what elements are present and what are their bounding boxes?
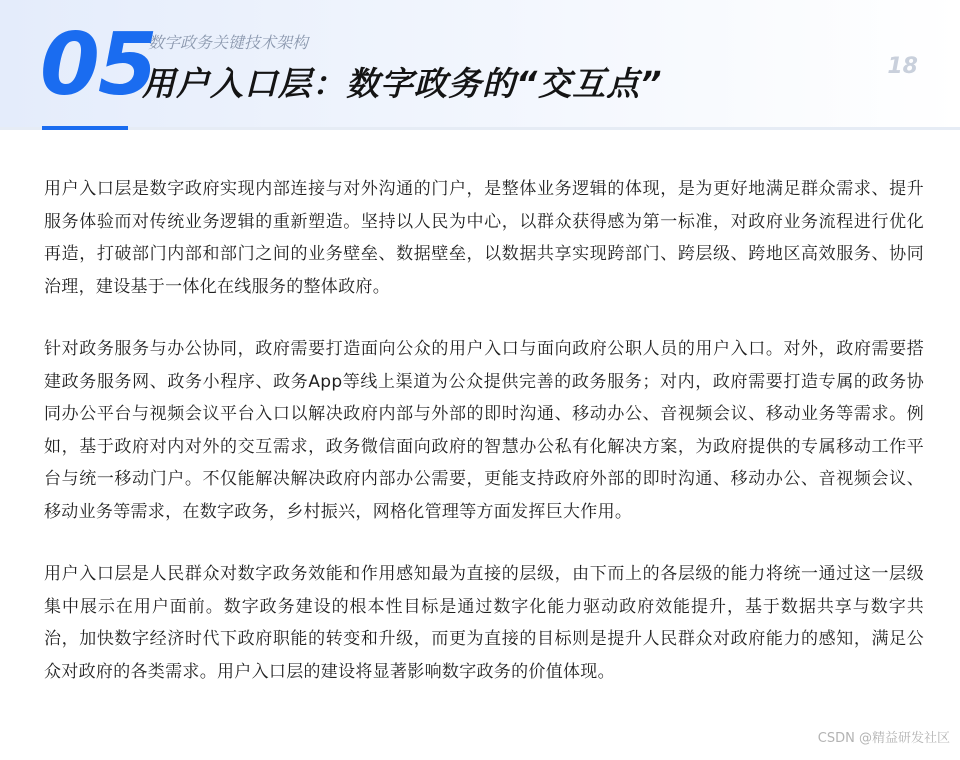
paragraph-3: 用户入口层是人民群众对数字政务效能和作用感知最为直接的层级，由下而上的各层级的能力将统一通过这一层级集中展示在用户面前。数字政务建设的根本性目标是通过数字化能力驱动政府效能提升，基于数据共享与数字共治，加快数字经济时代下政府职能的转变和升级，而更为直接的目标则是提升人民群众对政府能力的感知，满足公众对政府的各类需求。用户入口层的建设将显著影响数字政务的价值体现。 [44, 564, 924, 682]
section-title: 用户入口层：数字政务的“交互点” [142, 64, 663, 103]
page-number: 18 [887, 54, 918, 79]
page-header [0, 0, 960, 130]
header-divider-accent [42, 126, 128, 130]
body-content [44, 173, 924, 718]
header-divider [0, 127, 960, 130]
section-number: 05 [40, 15, 156, 115]
section-subtitle: 数字政务关键技术架构 [148, 33, 309, 52]
paragraph-2: 针对政务服务与办公协同，政府需要打造面向公众的用户入口与面向政府公职人员的用户入口。对外，政府需要搭建政务服务网、政务小程序、政务App等线上渠道为公众提供完善的政务服务；对内，政府需要打造专属的政务协同办公平台与视频会议平台入口以解决政府内部与外部的即时沟通、移动办公、音视频会议、移动业务等需求。例如，基于政府对内对外的交互需求，政务微信面向政府的智慧办公私有化解决方案，为政府提供的专属移动工作平台与统一移动门户。不仅能解决解决政府内部办公需要，更能支持政府外部的即时沟通、移动办公、音视频会议、移动业务等需求，在数字政务，乡村振兴，网格化管理等方面发挥巨大作用。 [44, 339, 924, 522]
watermark: CSDN @精益研发社区 [817, 731, 950, 746]
paragraph-1: 用户入口层是数字政府实现内部连接与对外沟通的门户，是整体业务逻辑的体现，是为更好地满足群众需求、提升服务体验而对传统业务逻辑的重新塑造。坚持以人民为中心，以群众获得感为第一标准，对政府业务流程进行优化再造，打破部门内部和部门之间的业务壁垒、数据壁垒，以数据共享实现跨部门、跨层级、跨地区高效服务、协同治理，建设基于一体化在线服务的整体政府。 [44, 179, 924, 297]
